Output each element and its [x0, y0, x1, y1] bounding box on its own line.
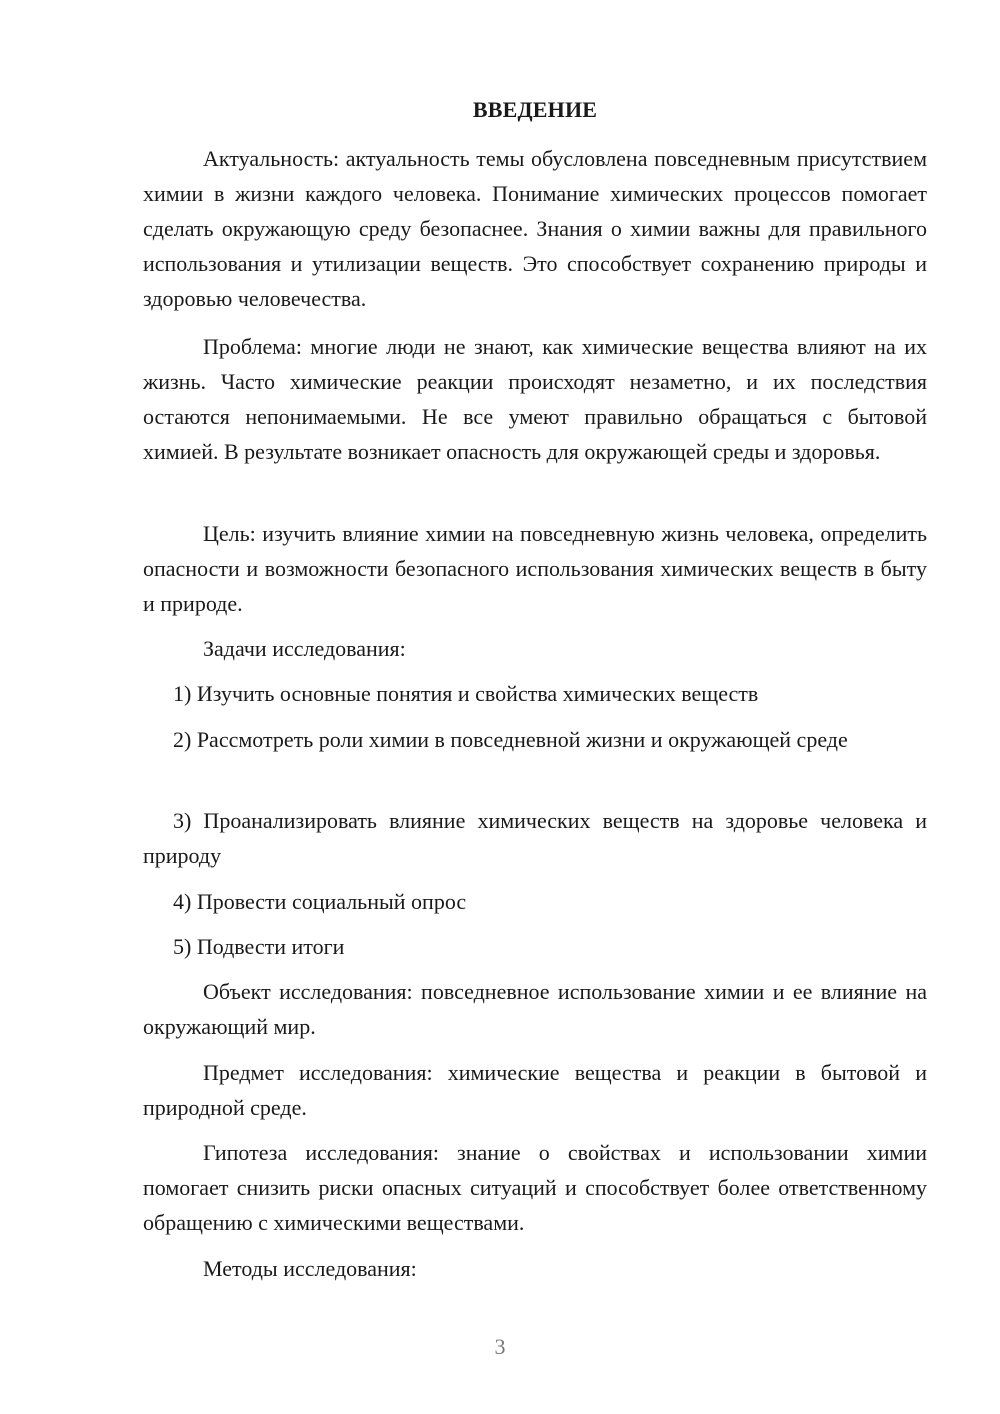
- task-item-3: 3) Проанализировать влияние химических веществ на здоровье человека и природу: [143, 808, 927, 868]
- page-title: ВВЕДЕНИЕ: [472, 97, 598, 122]
- task-item-4: 4) Провести социальный опрос: [173, 889, 467, 914]
- paragraph-hypothesis: Гипотеза исследования: знание о свойствах и использовании химии помогает снизить риски опасных ситуаций и способствует более ответственному обращению с химическими веществами.: [143, 1140, 927, 1235]
- page-number: 3: [494, 1334, 506, 1359]
- paragraph-subject: Предмет исследования: химические вещества и реакции в бытовой и природной среде.: [143, 1060, 927, 1120]
- paragraph-relevance: Актуальность: актуальность темы обусловлена повседневным присутствием химии в жизни каждого человека. Понимание химических процессов помогает сделать окружающую среду безопаснее. Знания о химии важны для правильного использования и утилизации веществ. Это способствует сохранению природы и здоровью человечества.: [143, 146, 927, 311]
- paragraph-problem: Проблема: многие люди не знают, как химические вещества влияют на их жизнь. Часто химические реакции происходят незаметно, и их последствия остаются непонимаемыми. Не все умеют правильно обращаться с бытовой химией. В результате возникает опасность для окружающей среды и здоровья.: [143, 334, 927, 464]
- task-item-5: 5) Подвести итоги: [173, 934, 345, 959]
- paragraph-goal: Цель: изучить влияние химии на повседневную жизнь человека, определить опасности и возможности безопасного использования химических веществ в быту и природе.: [143, 521, 927, 616]
- task-item-1: 1) Изучить основные понятия и свойства химических веществ: [173, 681, 759, 706]
- task-item-2: 2) Рассмотреть роли химии в повседневной жизни и окружающей среде: [173, 727, 848, 752]
- tasks-heading: Задачи исследования:: [203, 636, 406, 661]
- paragraph-object: Объект исследования: повседневное использование химии и ее влияние на окружающий мир.: [143, 979, 927, 1039]
- methods-heading: Методы исследования:: [203, 1256, 417, 1281]
